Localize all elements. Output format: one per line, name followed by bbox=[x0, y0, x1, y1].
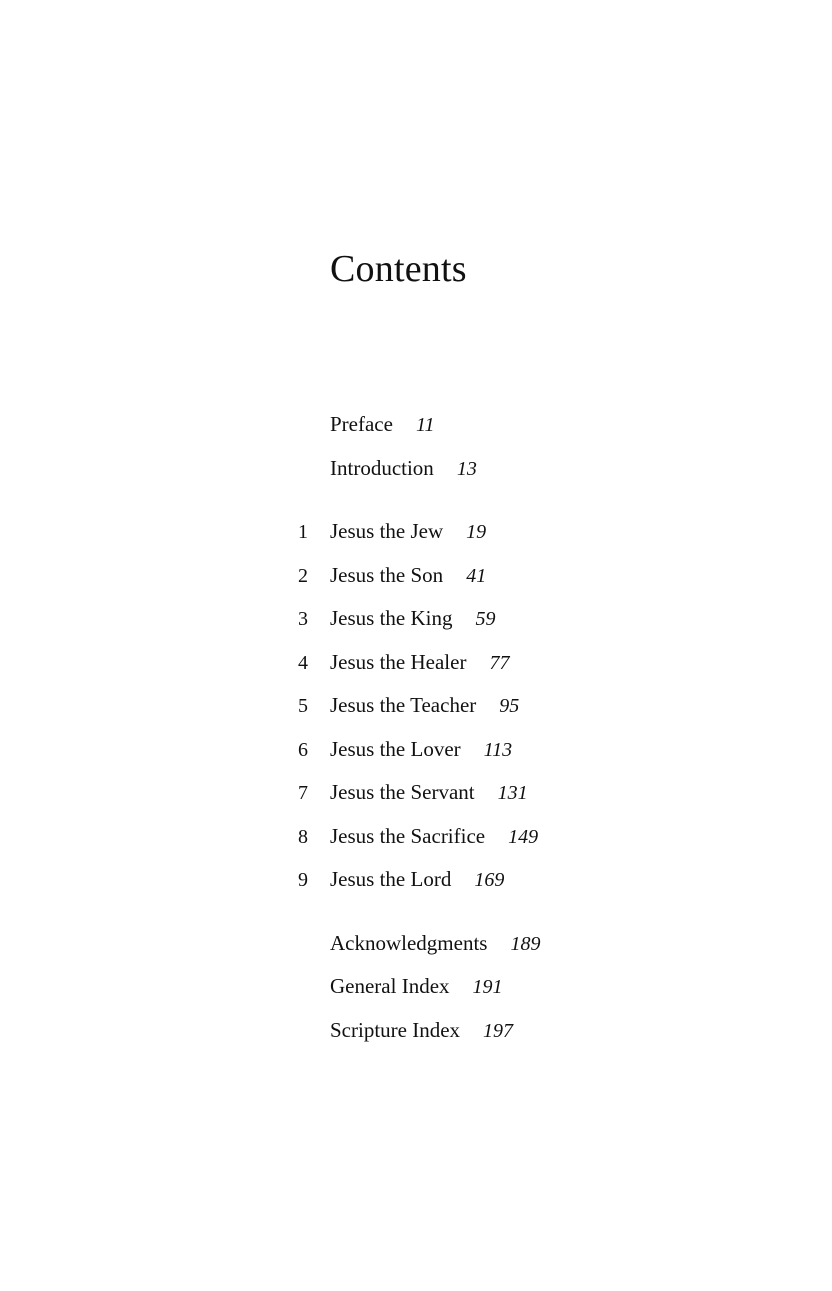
chapter-title: Jesus the Lover bbox=[330, 736, 461, 761]
chapter-number: 5 bbox=[298, 695, 308, 717]
table-of-contents bbox=[298, 409, 718, 1058]
toc-page-number: 19 bbox=[466, 521, 487, 543]
toc-page-number: 169 bbox=[474, 869, 505, 891]
toc-entry-scripture-index bbox=[298, 1015, 718, 1059]
toc-page-number: 13 bbox=[456, 457, 477, 480]
toc-page-number: 11 bbox=[415, 414, 435, 436]
toc-entry-preface bbox=[298, 409, 718, 453]
chapter-number: 4 bbox=[298, 651, 308, 674]
toc-page-number: 41 bbox=[466, 564, 487, 587]
toc-label: Introduction bbox=[330, 455, 434, 480]
chapter-title: Jesus the Sacrifice bbox=[330, 823, 486, 848]
toc-entry-chapter-8 bbox=[298, 821, 718, 865]
toc-entry-chapter-1 bbox=[298, 516, 718, 560]
toc-entry-chapter-9 bbox=[298, 864, 718, 908]
toc-entry-introduction bbox=[298, 453, 718, 497]
toc-label: Scripture Index bbox=[330, 1017, 461, 1042]
toc-page-number: 131 bbox=[497, 782, 528, 804]
chapter-number: 6 bbox=[298, 738, 308, 761]
chapter-title: Jesus the Teacher bbox=[330, 693, 477, 717]
chapter-title: Jesus the Servant bbox=[330, 780, 475, 804]
toc-page-number: 59 bbox=[475, 608, 496, 630]
toc-page-number: 113 bbox=[483, 738, 513, 761]
toc-page-number: 149 bbox=[508, 825, 539, 848]
chapter-number: 7 bbox=[298, 782, 308, 804]
toc-label: Preface bbox=[330, 412, 393, 436]
toc-page-number: 197 bbox=[483, 1019, 514, 1042]
toc-label: General Index bbox=[330, 974, 450, 998]
toc-entry-general-index bbox=[298, 971, 718, 1015]
chapter-title: Jesus the Son bbox=[330, 562, 444, 587]
chapter-title: Jesus the Jew bbox=[330, 519, 444, 543]
chapter-title: Jesus the Lord bbox=[330, 867, 452, 891]
chapter-title: Jesus the Healer bbox=[330, 649, 467, 674]
chapter-number: 3 bbox=[298, 608, 308, 630]
toc-page-number: 191 bbox=[472, 976, 503, 998]
toc-page-number: 77 bbox=[489, 651, 510, 674]
toc-entry-chapter-3 bbox=[298, 603, 718, 647]
toc-page-number: 95 bbox=[499, 695, 520, 717]
chapter-number: 2 bbox=[298, 564, 308, 587]
toc-entry-chapter-4 bbox=[298, 647, 718, 691]
toc-entry-acknowledgments bbox=[298, 928, 718, 972]
chapter-number: 9 bbox=[298, 869, 308, 891]
toc-label: Acknowledgments bbox=[330, 930, 488, 955]
toc-entry-chapter-5 bbox=[298, 690, 718, 734]
toc-page-number: 189 bbox=[510, 932, 541, 955]
toc-entry-chapter-2 bbox=[298, 560, 718, 604]
chapter-title: Jesus the King bbox=[330, 606, 453, 630]
toc-entry-chapter-7 bbox=[298, 777, 718, 821]
chapter-number: 8 bbox=[298, 825, 308, 848]
toc-entry-chapter-6 bbox=[298, 734, 718, 778]
chapter-number: 1 bbox=[298, 521, 308, 543]
page-title: Contents bbox=[330, 248, 467, 290]
